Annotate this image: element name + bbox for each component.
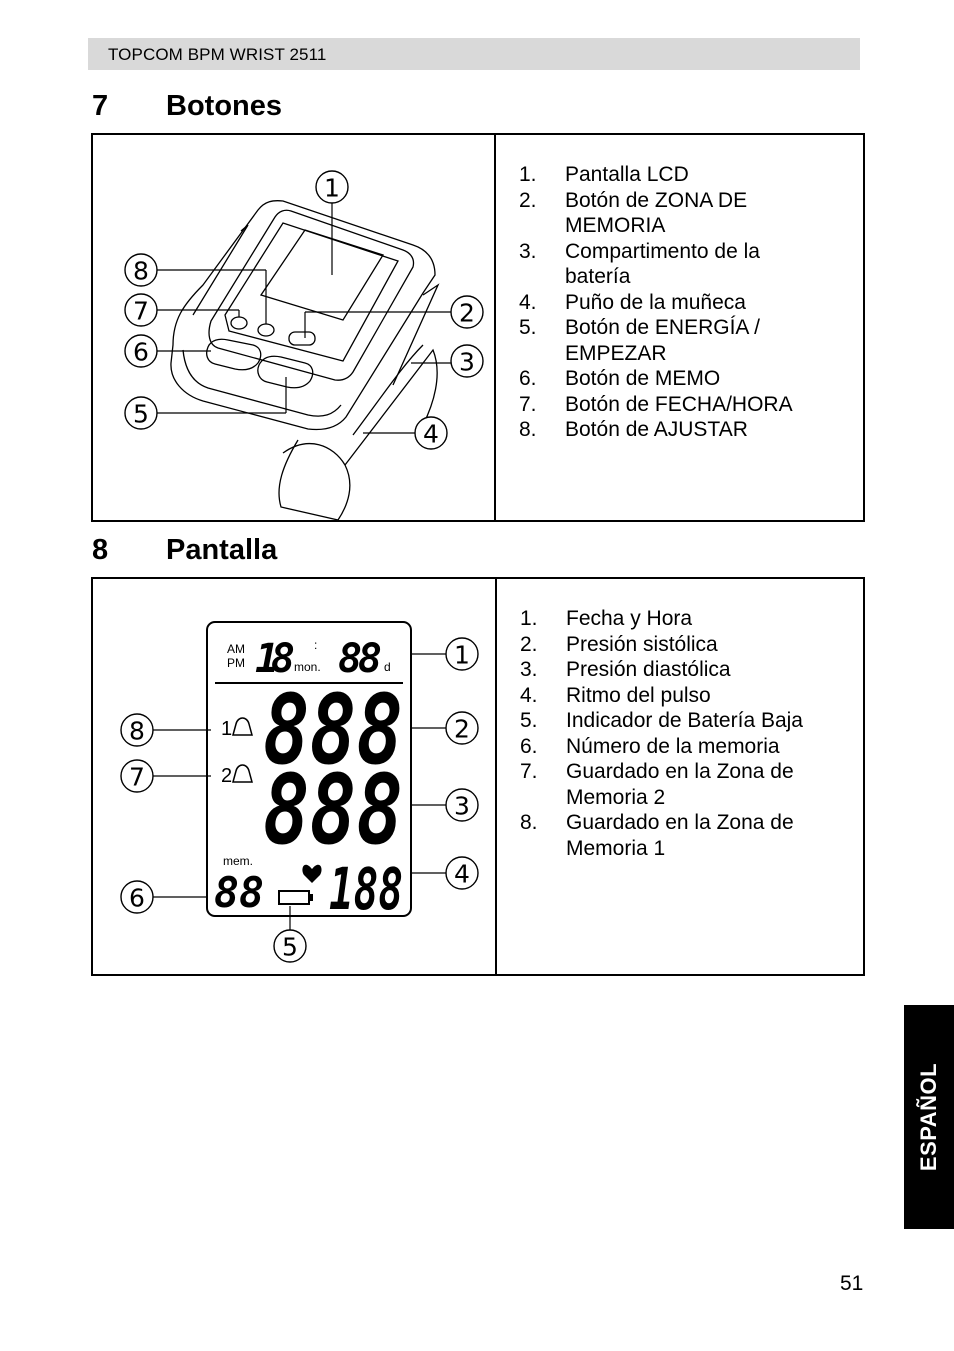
section-heading-botones [92, 90, 282, 123]
list-item: 5. Botón de ENERGÍA / EMPEZAR [519, 316, 760, 365]
list-item: 1. Fecha y Hora [520, 607, 693, 630]
list-item: 8. Guardado en la Zona de Memoria 1 [520, 811, 794, 860]
section-heading-pantalla [92, 534, 277, 567]
buttons-panel [91, 133, 865, 522]
list-item: 2. Botón de ZONA DE MEMORIA [519, 188, 748, 237]
callout-1: 1 [454, 640, 470, 670]
list-item: 5. Indicador de Batería Baja [520, 709, 803, 732]
lcd-mem-label: mem. [223, 854, 253, 868]
lcd-zone2-number: 2 [221, 765, 233, 787]
lcd-pulse-digits: 188 [329, 855, 403, 923]
callout-5: 5 [133, 399, 149, 429]
list-item: 4. Puño de la muñeca [519, 290, 746, 314]
section-number: 8 [92, 534, 109, 566]
section-title: Botones [166, 90, 282, 122]
callout-2: 2 [459, 298, 475, 328]
list-item: 7. Guardado en la Zona de Memoria 2 [520, 760, 794, 809]
buttons-list [519, 162, 829, 443]
document-title: TOPCOM BPM WRIST 2511 [108, 45, 327, 64]
callout-7: 7 [133, 296, 149, 326]
lcd-diastolic-digits: 888 [263, 754, 403, 866]
lcd-day-digits: 88 [338, 636, 382, 682]
callout-6: 6 [133, 337, 149, 367]
lcd-day-unit: d [384, 660, 391, 674]
page-number: 51 [840, 1272, 864, 1295]
list-item: 7. Botón de FECHA/HORA [519, 392, 793, 416]
panel-divider [495, 579, 497, 974]
list-item: 6. Botón de MEMO [519, 367, 721, 390]
callout-8: 8 [129, 716, 145, 746]
display-list [520, 606, 840, 861]
callout-7: 7 [129, 762, 145, 792]
list-item: 1. Pantalla LCD [519, 163, 689, 186]
callout-6: 6 [129, 883, 145, 913]
lcd-pm: PM [227, 656, 245, 670]
lcd-zone1-number: 1 [221, 718, 233, 740]
list-item: 4. Ritmo del pulso [520, 683, 711, 707]
list-item: 2. Presión sistólica [520, 632, 718, 656]
callout-3: 3 [454, 791, 470, 821]
callout-4: 4 [454, 859, 470, 889]
display-panel [91, 577, 865, 976]
panel-divider [494, 135, 496, 520]
list-item: 3. Presión diastólica [520, 658, 731, 681]
section-title: Pantalla [166, 534, 278, 566]
callout-2: 2 [454, 714, 470, 744]
language-label: ESPAÑOL [916, 1062, 941, 1172]
lcd-colon: : [314, 638, 318, 652]
section-number: 7 [92, 90, 109, 122]
lcd-am: AM [227, 642, 245, 656]
callout-5: 5 [282, 932, 298, 962]
callout-3: 3 [459, 347, 475, 377]
callout-4: 4 [423, 419, 439, 449]
device-illustration [93, 135, 493, 520]
list-item: 8. Botón de AJUSTAR [519, 418, 748, 441]
callout-8: 8 [133, 256, 149, 286]
list-item: 3. Compartimento de la batería [519, 239, 760, 288]
lcd-month-digits: 18 [255, 636, 295, 682]
lcd-illustration [93, 579, 495, 974]
lcd-month-unit: mon. [294, 660, 321, 674]
callout-1: 1 [324, 173, 340, 203]
language-tab [904, 1005, 954, 1229]
list-item: 6. Número de la memoria [520, 734, 780, 758]
lcd-systolic-digits: 888 [263, 674, 403, 786]
header-bar [88, 38, 860, 70]
lcd-mem-digits: 88 [214, 868, 264, 917]
